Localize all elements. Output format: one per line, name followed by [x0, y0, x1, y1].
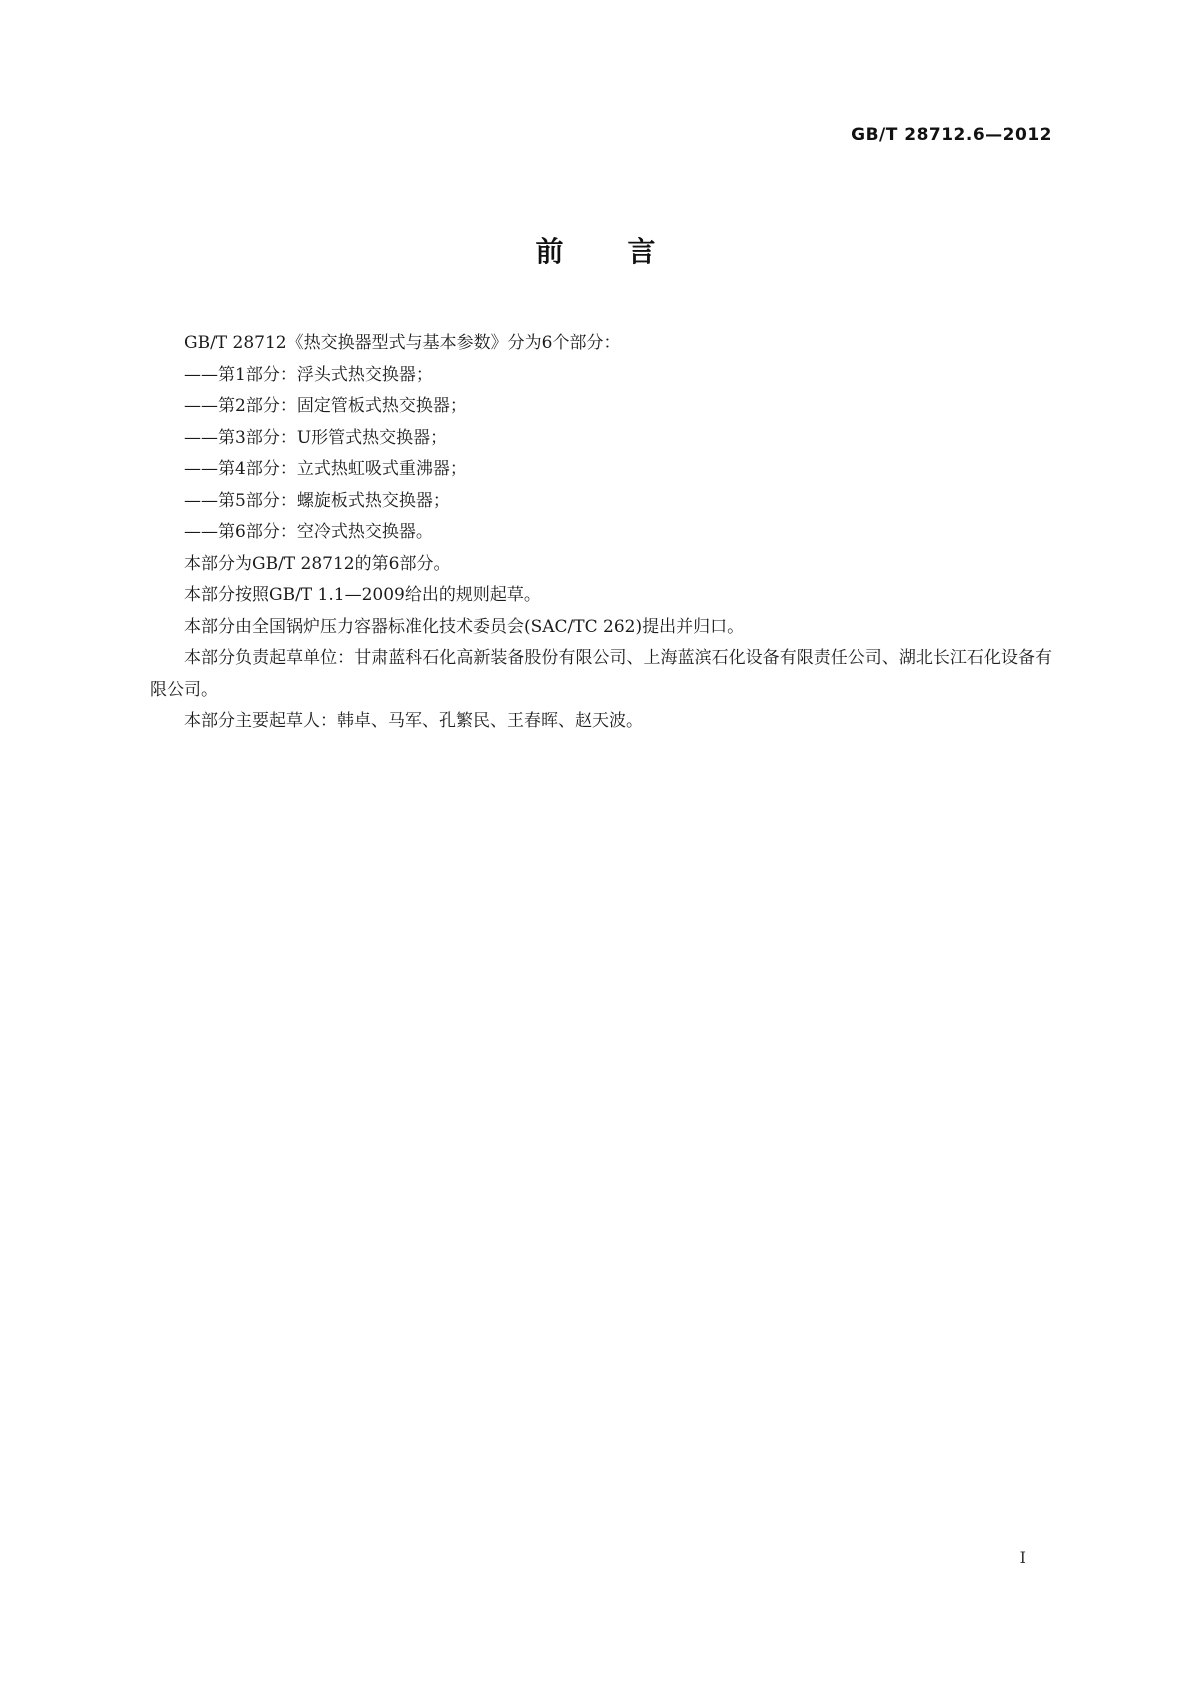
paragraph-drafting-rules: 本部分按照GB/T 1.1—2009给出的规则起草。	[184, 585, 541, 605]
paragraph-proposer: 本部分由全国锅炉压力容器标准化技术委员会(SAC/TC 262)提出并归口。	[184, 616, 745, 637]
list-item-part-2: ——第2部分：固定管板式热交换器；	[184, 396, 467, 416]
paragraph-this-part: 本部分为GB/T 28712的第6部分。	[184, 553, 451, 574]
paragraph-drafters: 本部分主要起草人：韩卓、马军、孔繁民、王春晖、赵天波。	[184, 711, 643, 731]
list-item-part-6: ——第6部分：空冷式热交换器。	[184, 522, 433, 542]
list-item-part-3: ——第3部分：U形管式热交换器；	[184, 427, 448, 448]
list-item-part-4: ——第4部分：立式热虹吸式重沸器；	[184, 459, 467, 479]
page-title: 前言	[535, 235, 720, 268]
paragraph-intro: GB/T 28712《热交换器型式与基本参数》分为6个部分：	[184, 333, 621, 353]
standard-number: GB/T 28712.6—2012	[851, 125, 1052, 145]
page-number: I	[1019, 1548, 1026, 1567]
foreword-body	[150, 328, 1052, 738]
paragraph-drafting-units: 本部分负责起草单位：甘肃蓝科石化高新装备股份有限公司、上海蓝滨石化设备有限责任公司、湖北长江石化设备有限公司。	[150, 648, 1052, 700]
list-item-part-5: ——第5部分：螺旋板式热交换器；	[184, 490, 450, 511]
list-item-part-1: ——第1部分：浮头式热交换器；	[184, 364, 433, 385]
